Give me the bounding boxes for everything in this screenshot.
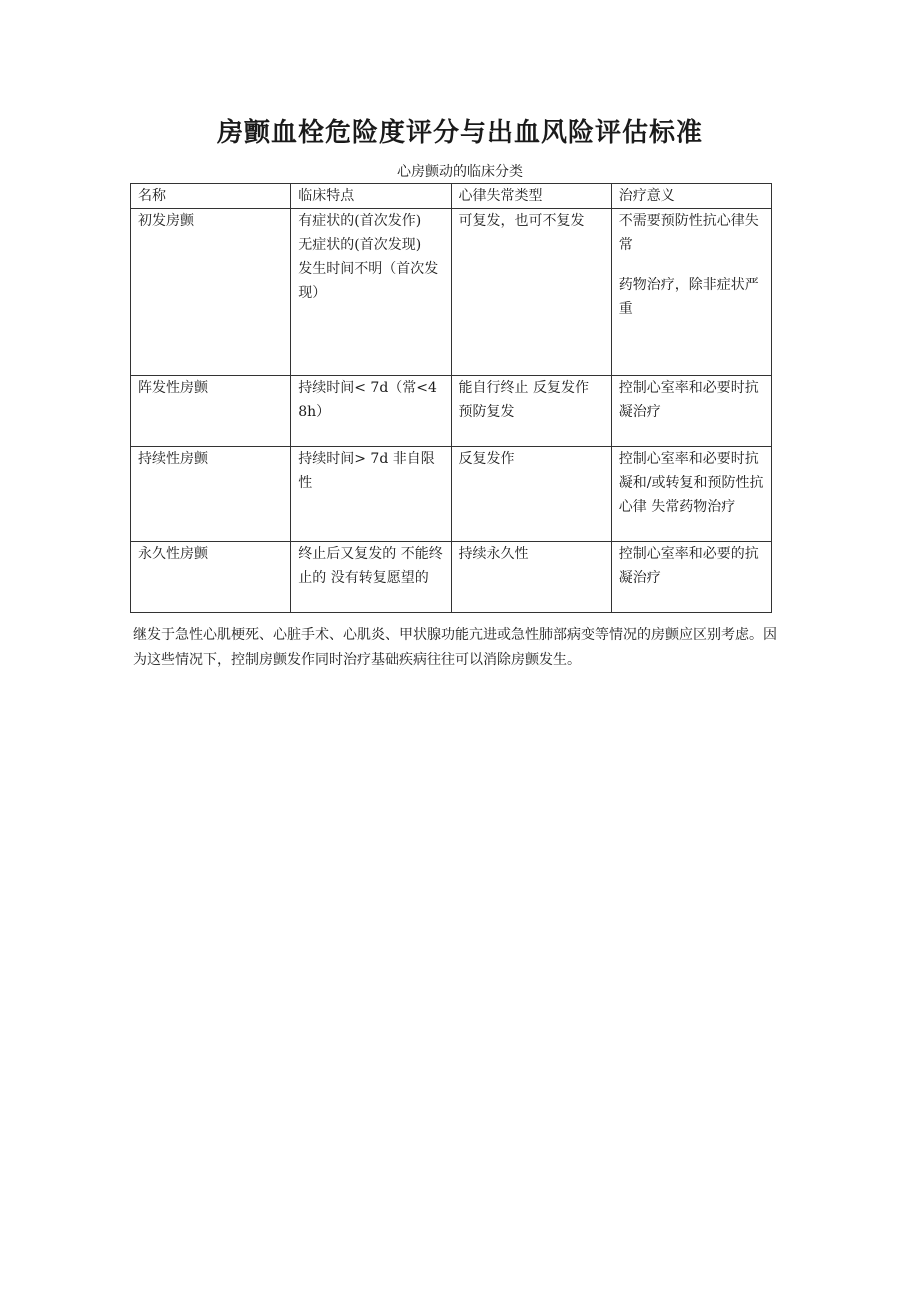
- cell-clinical: 终止后又复发的 不能终止的 没有转复愿望的: [291, 542, 451, 613]
- table-row: [131, 376, 772, 447]
- header-treatment: 治疗意义: [611, 184, 771, 209]
- cell-clinical-line: 有症状的(首次发作): [298, 213, 422, 229]
- cell-arrhythmia: 能自行终止 反复发作 预防复发: [451, 376, 611, 447]
- cell-clinical: [291, 209, 451, 376]
- header-arrhythmia: 心律失常类型: [451, 184, 611, 209]
- cell-name: 持续性房颤: [131, 447, 291, 542]
- cell-treatment-line: 不需要预防性抗心律失常: [618, 213, 759, 253]
- af-classification-table: [130, 183, 772, 613]
- cell-treatment: 控制心室率和必要的抗凝治疗: [611, 542, 771, 613]
- cell-clinical-line: 无症状的(首次发现): [298, 237, 422, 253]
- footnote-paragraph: 继发于急性心肌梗死、心脏手术、心肌炎、甲状腺功能亢进或急性肺部病变等情况的房颤应区别考虑。因为这些情况下，控制房颤发作同时治疗基础疾病往往可以消除房颤发生。: [133, 627, 777, 668]
- table-header-row: [131, 184, 772, 209]
- table-row: [131, 209, 772, 376]
- cell-clinical-line: 发生时间不明（首次发现）: [298, 261, 439, 301]
- cell-treatment: [611, 209, 771, 376]
- cell-name: 初发房颤: [131, 209, 291, 376]
- table-row: [131, 542, 772, 613]
- cell-name: 阵发性房颤: [131, 376, 291, 447]
- cell-clinical: 持续时间> 7d 非自限性: [291, 447, 451, 542]
- header-name: 名称: [131, 184, 291, 209]
- page-title: 房颤血栓危险度评分与出血风险评估标准: [216, 118, 703, 148]
- cell-clinical: 持续时间< 7d（常<48h）: [291, 376, 451, 447]
- cell-treatment: 控制心室率和必要时抗凝和/或转复和预防性抗心律 失常药物治疗: [611, 447, 771, 542]
- cell-treatment-line: 药物治疗，除非症状严重: [618, 277, 759, 317]
- table-caption: 心房颤动的临床分类: [397, 164, 523, 180]
- cell-spacer: [619, 257, 764, 273]
- cell-treatment: 控制心室率和必要时抗凝治疗: [611, 376, 771, 447]
- table-row: [131, 447, 772, 542]
- cell-arrhythmia: 反复发作: [451, 447, 611, 542]
- header-clinical: 临床特点: [291, 184, 451, 209]
- cell-name: 永久性房颤: [131, 542, 291, 613]
- cell-arrhythmia: 持续永久性: [451, 542, 611, 613]
- cell-arrhythmia: 可复发，也可不复发: [451, 209, 611, 376]
